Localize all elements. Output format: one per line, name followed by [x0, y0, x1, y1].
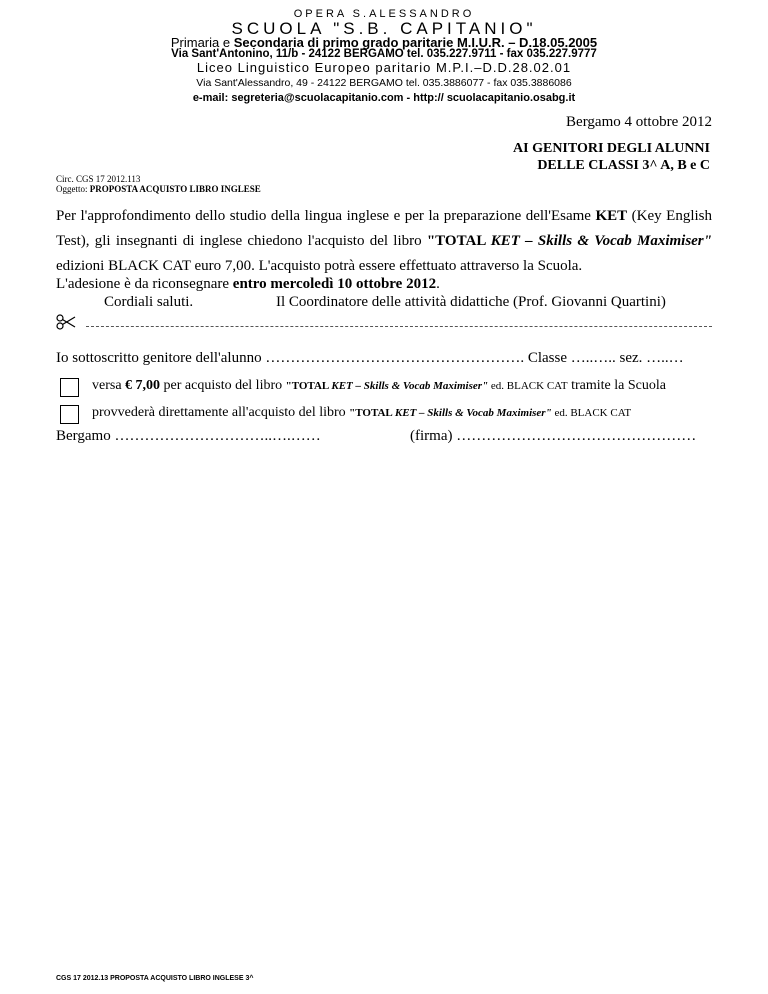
opt1-text-e: tramite la Scuola — [567, 378, 666, 393]
opt1-text-a: versa — [92, 378, 126, 393]
place-field[interactable]: Bergamo …………………………..….…… — [56, 428, 321, 444]
book-title-prefix: "TOTAL — [426, 233, 491, 249]
option-pay-school-checkbox[interactable] — [60, 378, 79, 397]
body-text-1: Per l'approfondimento dello studio della lingua inglese e per la preparazione dell'Esame — [56, 208, 596, 224]
subject-text: PROPOSTA ACQUISTO LIBRO INGLESE — [89, 184, 261, 194]
deadline-date: entro mercoledì 10 ottobre 2012 — [232, 276, 437, 292]
opt2-book-title — [349, 407, 552, 419]
opt1-text-c: per acquisto del libro — [160, 378, 286, 393]
deadline-period: . — [436, 276, 440, 292]
opt1-price: € 7,00 — [125, 378, 161, 393]
opera-title: OPERA S.ALESSANDRO — [293, 8, 475, 20]
body-text-3: edizioni BLACK CAT euro 7,00. L'acquisto potrà essere effettuato attraverso la Scuola. — [56, 258, 583, 274]
contact-email: e-mail: segreteria@scuolacapitanio.com - http:// scuolacapitanio.osabg.it — [192, 92, 576, 104]
circular-reference — [56, 174, 261, 194]
circular-number: Circ. CGS 17 2012.113 — [56, 174, 141, 184]
option-pay-school-label — [92, 378, 666, 394]
footer-reference: CGS 17 2012.13 PROPOSTA ACQUISTO LIBRO INGLESE 3^ — [56, 975, 254, 982]
opt2-text-a: provvederà direttamente all'acquisto del libro — [92, 405, 350, 420]
liceo-address: Via Sant'Alessandro, 49 - 24122 BERGAMO tel. 035.3886077 - fax 035.3886086 — [196, 77, 572, 89]
signature-field[interactable]: (firma) ………………………………………… — [410, 428, 697, 444]
ket-label: KET — [595, 208, 628, 224]
option-buy-directly-label — [92, 405, 631, 421]
letter-date: Bergamo 4 ottobre 2012 — [566, 114, 712, 130]
greeting: Cordiali saluti. — [104, 294, 194, 310]
body-text-2: (Key English Test), gli insegnanti di inglese chiedono l'acquisto del libro — [56, 208, 712, 249]
school-address: Via Sant'Antonino, 11/b - 24122 BERGAMO tel. 035.227.9711 - fax 035.227.9777 — [171, 48, 597, 60]
recipients — [513, 140, 710, 174]
cut-line — [86, 326, 712, 327]
opt1-title-italic: KET – Skills & Vocab Maximiser" — [331, 380, 489, 392]
option-buy-directly-checkbox[interactable] — [60, 405, 79, 424]
book-title-italic: KET – Skills & Vocab Maximiser" — [490, 233, 712, 249]
school-levels-prefix: Primaria e — [170, 35, 234, 50]
opt1-book-title — [286, 380, 489, 392]
coordinator-signature: Il Coordinatore delle attività didattiche (Prof. Giovanni Quartini) — [276, 294, 666, 310]
opt2-title-prefix: "TOTAL — [349, 407, 395, 419]
opt2-publisher: ed. BLACK CAT — [551, 407, 632, 419]
letter-body — [56, 204, 712, 279]
subject-label: Oggetto: — [56, 184, 90, 194]
recipients-line-2: DELLE CLASSI 3^ A, B e C — [537, 158, 710, 173]
scissors-icon — [56, 314, 76, 335]
school-levels-bold: Secondaria di primo grado paritarie M.I.U.R. – D.18.05.2005 — [233, 35, 598, 50]
opt2-title-italic: KET – Skills & Vocab Maximiser" — [394, 407, 552, 419]
opt1-title-prefix: "TOTAL — [285, 380, 332, 392]
return-deadline — [56, 276, 440, 293]
opt1-publisher: ed. BLACK CAT — [488, 380, 568, 392]
book-title — [427, 233, 712, 249]
school-name: SCUOLA "S.B. CAPITANIO" — [231, 19, 537, 38]
liceo-title: Liceo Linguistico Europeo paritario M.P.I.–D.D.28.02.01 — [196, 60, 572, 75]
deadline-text: L'adesione è da riconsegnare — [56, 276, 233, 292]
recipients-line-1: AI GENITORI DEGLI ALUNNI — [513, 141, 710, 156]
subject-line — [56, 184, 261, 194]
parent-declaration: Io sottoscritto genitore dell'alunno ……………………………………………. Classe …..….. sez. …..… — [56, 350, 684, 366]
